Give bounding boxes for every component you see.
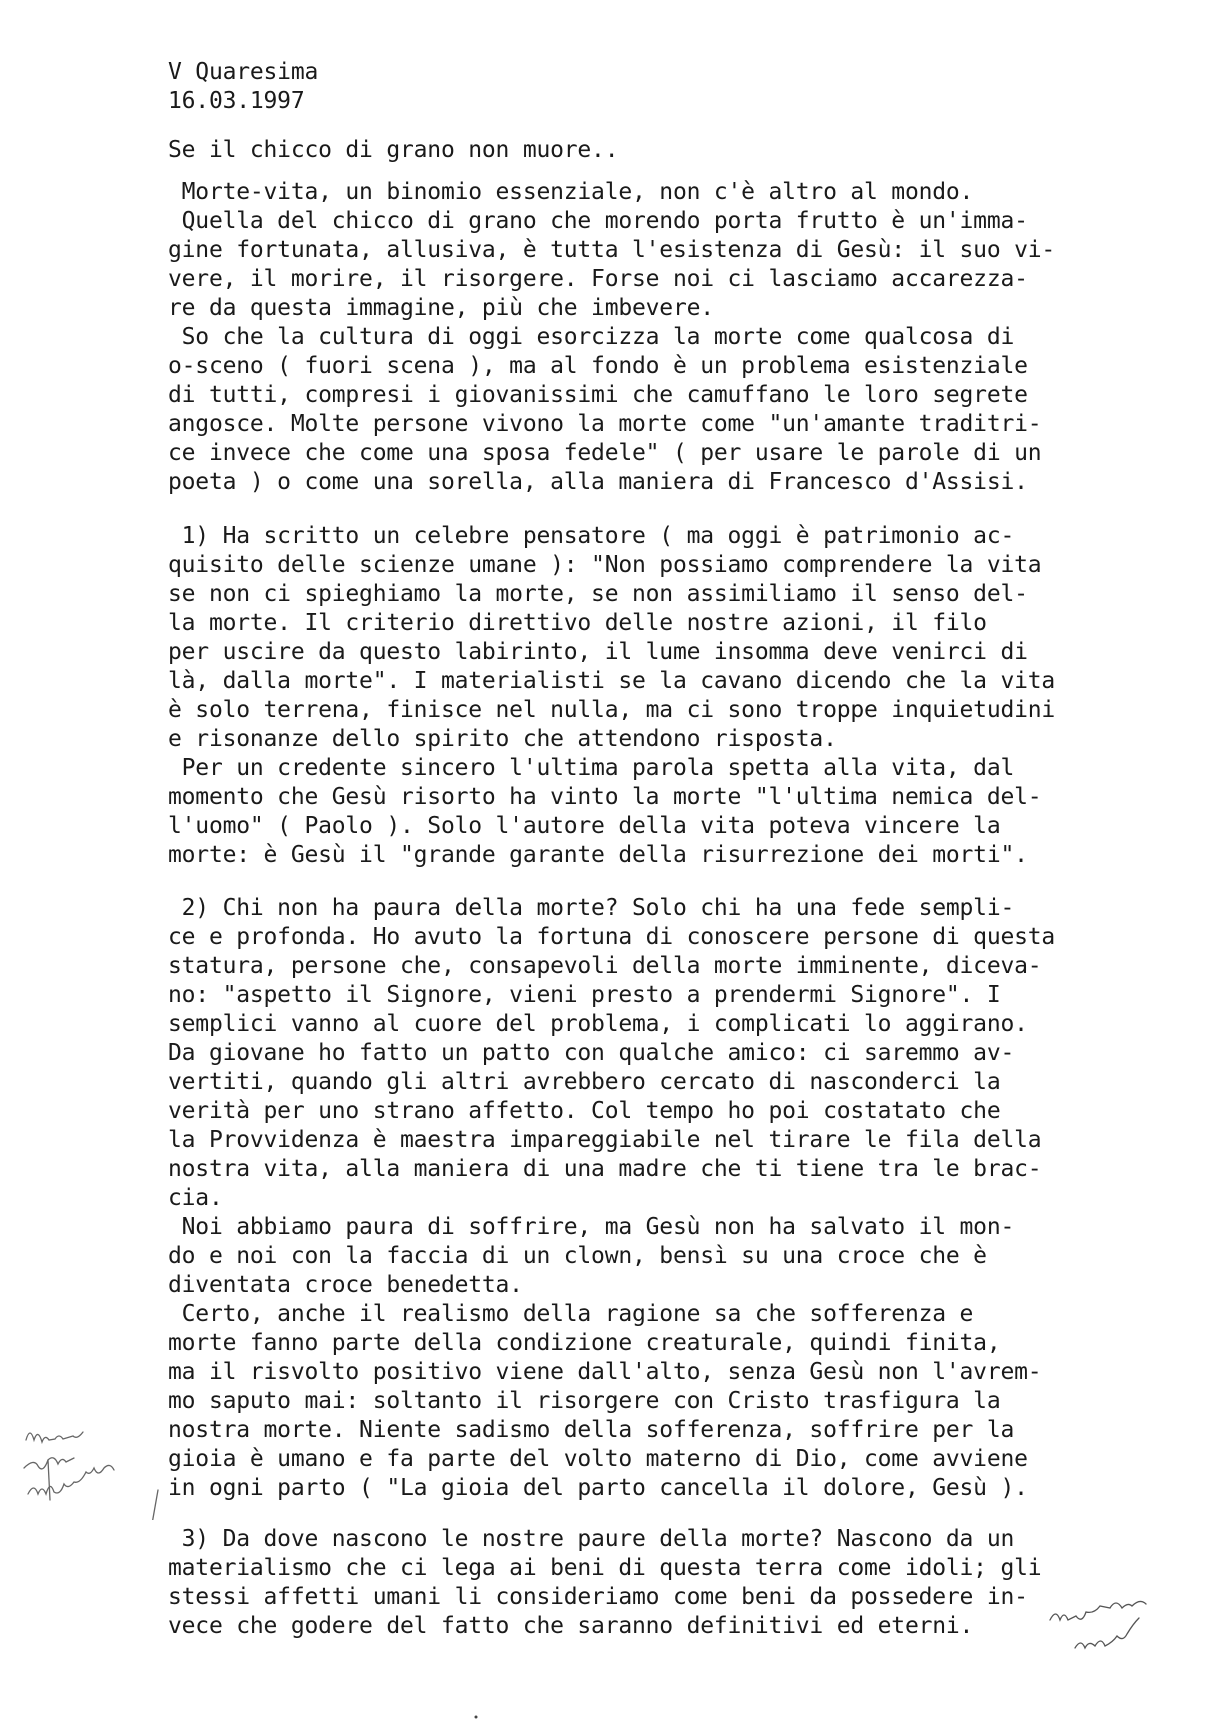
text-line: morte fanno parte della condizione creaturale, quindi finita,: [168, 1330, 1001, 1356]
text-line: là, dalla morte". I materialisti se la cavano dicendo che la vita: [168, 668, 1056, 694]
document-title: V Quaresima: [168, 59, 319, 85]
text-line: o-sceno ( fuori scena ), ma al fondo è un problema esistenziale: [168, 353, 1028, 379]
text-line: stessi affetti umani li consideriamo come beni da possedere in-: [168, 1584, 1028, 1610]
text-line: se non ci spieghiamo la morte, se non assimiliamo il senso del-: [168, 581, 1028, 607]
handwritten-margin-note-right: [1045, 1590, 1215, 1670]
text-line: vece che godere del fatto che saranno definitivi ed eterni.: [168, 1613, 974, 1639]
text-line: Morte-vita, un binomio essenziale, non c'è altro al mondo.: [168, 179, 974, 205]
text-line: no: "aspetto il Signore, vieni presto a prendermi Signore". I: [168, 982, 1001, 1008]
text-line: mo saputo mai: soltanto il risorgere con Cristo trasfigura la: [168, 1388, 1001, 1414]
text-line: di tutti, compresi i giovanissimi che camuffano le loro segrete: [168, 382, 1028, 408]
text-line: vere, il morire, il risorgere. Forse noi ci lasciamo accarezza-: [168, 266, 1028, 292]
text-line: statura, persone che, consapevoli della morte imminente, diceva-: [168, 953, 1042, 979]
text-line: nostra morte. Niente sadismo della sofferenza, soffrire per la: [168, 1417, 1015, 1443]
text-line: angosce. Molte persone vivono la morte come "un'amante traditri-: [168, 411, 1042, 437]
text-line: verità per uno strano affetto. Col tempo ho poi costatato che: [168, 1098, 1001, 1124]
document-date: 16.03.1997: [168, 88, 305, 114]
text-line: do e noi con la faccia di un clown, bensì su una croce che è: [168, 1243, 987, 1269]
handwritten-margin-note-left: [18, 1410, 168, 1520]
text-line: gine fortunata, allusiva, è tutta l'esistenza di Gesù: il suo vi-: [168, 237, 1056, 263]
document-subtitle: Se il chicco di grano non muore..: [168, 137, 619, 163]
text-line: 2) Chi non ha paura della morte? Solo chi ha una fede sempli-: [168, 895, 1015, 921]
text-line: è solo terrena, finisce nel nulla, ma ci sono troppe inquietudini: [168, 697, 1056, 723]
text-line: gioia è umano e fa parte del volto materno di Dio, come avviene: [168, 1446, 1028, 1472]
text-line: re da questa immagine, più che imbevere.: [168, 295, 714, 321]
text-line: in ogni parto ( "La gioia del parto cancella il dolore, Gesù ).: [168, 1475, 1028, 1501]
text-line: Per un credente sincero l'ultima parola spetta alla vita, dal: [168, 755, 1015, 781]
text-line: per uscire da questo labirinto, il lume insomma deve venirci di: [168, 639, 1028, 665]
text-line: So che la cultura di oggi esorcizza la morte come qualcosa di: [168, 324, 1015, 350]
text-line: e risonanze dello spirito che attendono risposta.: [168, 726, 837, 752]
text-line: Quella del chicco di grano che morendo porta frutto è un'imma-: [168, 208, 1028, 234]
text-line: cia.: [168, 1185, 223, 1211]
bottom-mark: [470, 1712, 482, 1722]
text-line: Noi abbiamo paura di soffrire, ma Gesù non ha salvato il mon-: [168, 1214, 1015, 1240]
text-line: la Provvidenza è maestra impareggiabile nel tirare le fila della: [168, 1127, 1042, 1153]
text-line: nostra vita, alla maniera di una madre che ti tiene tra le brac-: [168, 1156, 1042, 1182]
text-line: ce e profonda. Ho avuto la fortuna di conoscere persone di questa: [168, 924, 1056, 950]
text-line: diventata croce benedetta.: [168, 1272, 523, 1298]
text-line: Certo, anche il realismo della ragione sa che sofferenza e: [168, 1301, 974, 1327]
text-line: 1) Ha scritto un celebre pensatore ( ma oggi è patrimonio ac-: [168, 523, 1015, 549]
text-line: ce invece che come una sposa fedele" ( per usare le parole di un: [168, 440, 1042, 466]
text-line: momento che Gesù risorto ha vinto la morte "l'ultima nemica del-: [168, 784, 1042, 810]
text-line: l'uomo" ( Paolo ). Solo l'autore della vita poteva vincere la: [168, 813, 1001, 839]
text-line: quisito delle scienze umane ): "Non possiamo comprendere la vita: [168, 552, 1042, 578]
text-line: poeta ) o come una sorella, alla maniera di Francesco d'Assisi.: [168, 469, 1028, 495]
text-line: ma il risvolto positivo viene dall'alto, senza Gesù non l'avrem-: [168, 1359, 1042, 1385]
text-line: la morte. Il criterio direttivo delle nostre azioni, il filo: [168, 610, 987, 636]
text-line: semplici vanno al cuore del problema, i complicati lo aggirano.: [168, 1011, 1028, 1037]
text-line: vertiti, quando gli altri avrebbero cercato di nasconderci la: [168, 1069, 1001, 1095]
text-line: Da giovane ho fatto un patto con qualche amico: ci saremmo av-: [168, 1040, 1015, 1066]
text-line: 3) Da dove nascono le nostre paure della morte? Nascono da un: [168, 1526, 1015, 1552]
text-line: materialismo che ci lega ai beni di questa terra come idoli; gli: [168, 1555, 1042, 1581]
text-line: morte: è Gesù il "grande garante della risurrezione dei morti".: [168, 842, 1028, 868]
